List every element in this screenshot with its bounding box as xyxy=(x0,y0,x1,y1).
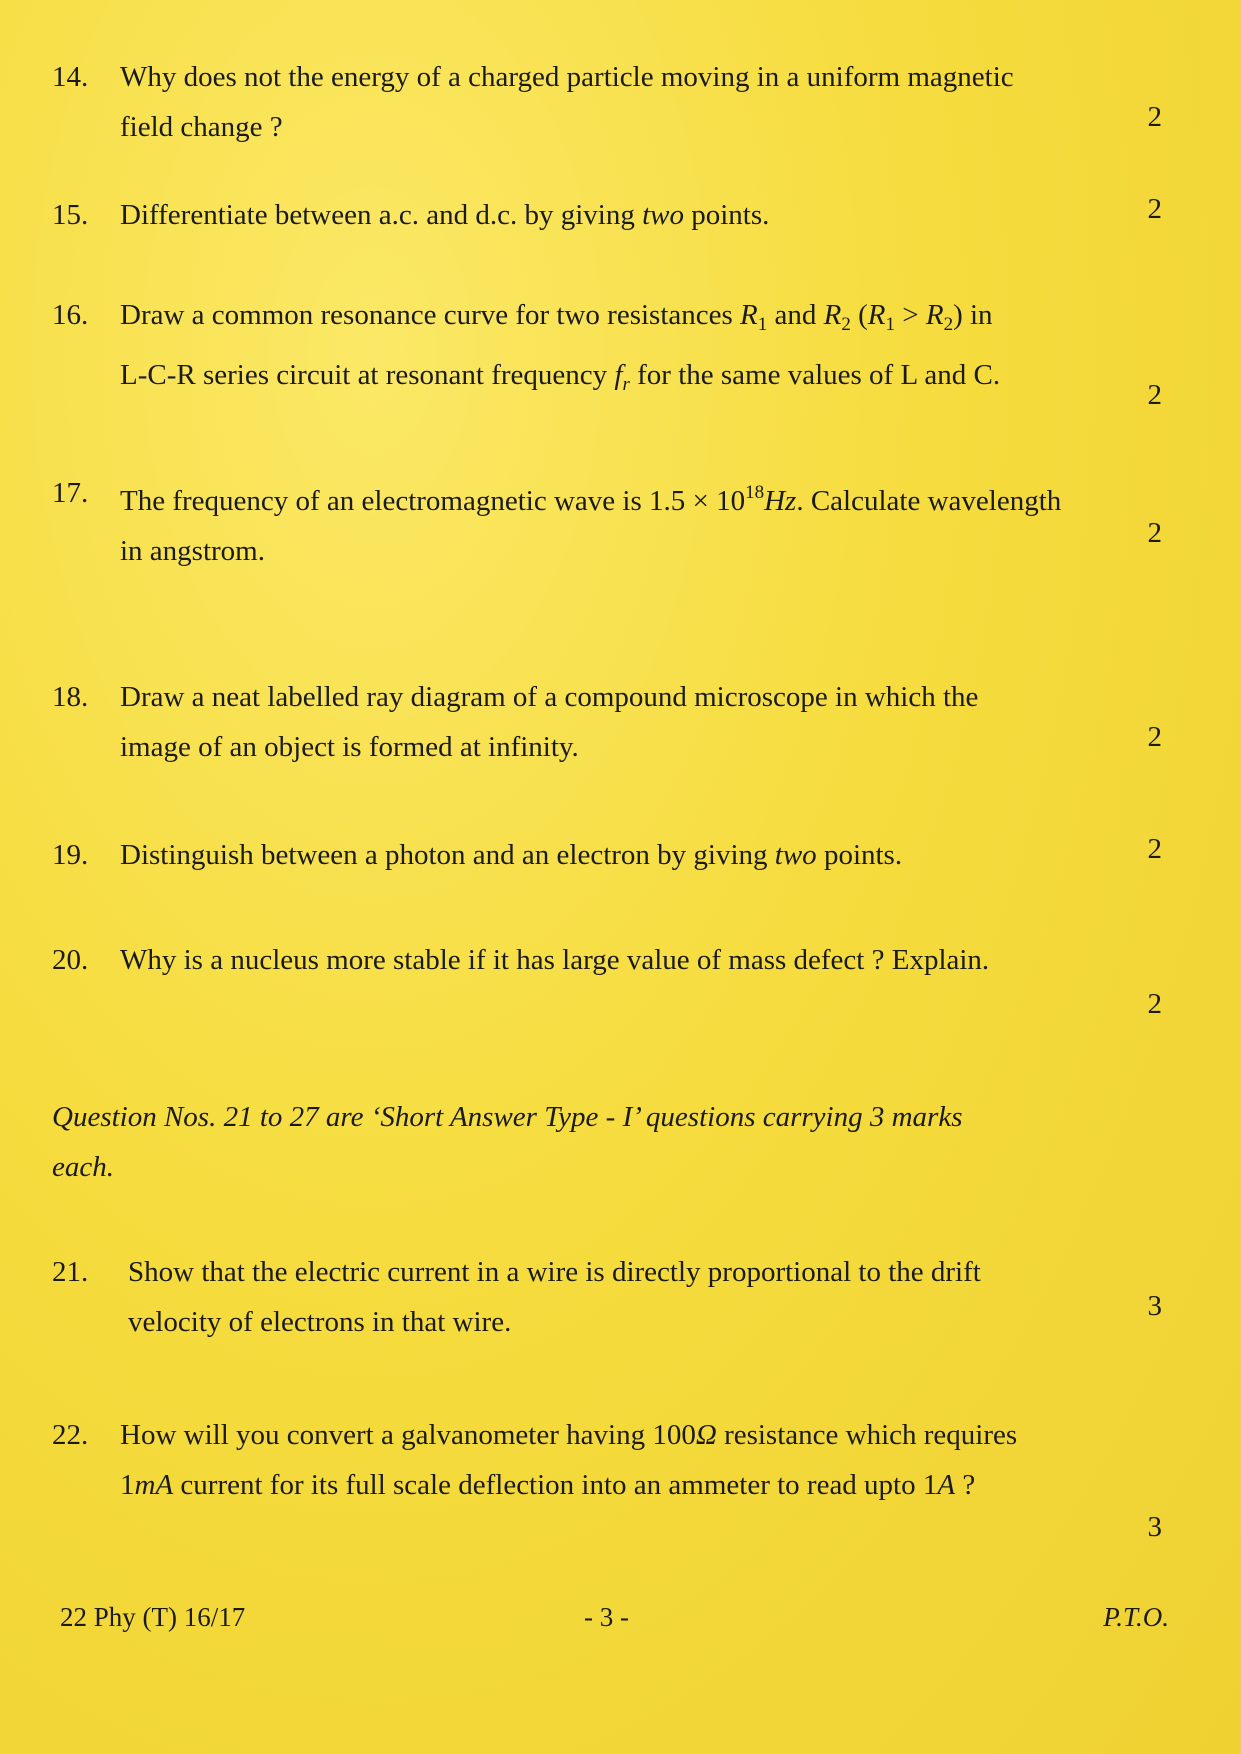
question-number: 18. xyxy=(52,681,89,713)
question-text xyxy=(120,1410,1162,1510)
question-marks: 2 xyxy=(1147,988,1162,1020)
question-number: 22. xyxy=(52,1419,89,1451)
question-line: Draw a neat labelled ray diagram of a compound microscope in which the xyxy=(120,681,979,713)
question-18 xyxy=(52,672,1162,772)
question-text xyxy=(120,672,1162,772)
question-line: Why does not the energy of a charged particle moving in a uniform magnetic xyxy=(120,61,1014,93)
question-number: 16. xyxy=(52,299,89,331)
question-line: Why is a nucleus more stable if it has large value of mass defect ? Explain. xyxy=(120,944,990,976)
question-line: How will you convert a galvanometer having 100Ω resistance which requires xyxy=(120,1419,1018,1451)
question-marks: 2 xyxy=(1147,721,1162,753)
instruction-line: each. xyxy=(52,1151,114,1183)
question-number: 14. xyxy=(52,61,89,93)
question-21 xyxy=(52,1247,1162,1347)
question-20 xyxy=(52,935,1162,1035)
question-number: 21. xyxy=(52,1256,89,1288)
question-line: L-C-R series circuit at resonant frequency $f_r$ for the same values of L and C. xyxy=(120,359,1001,395)
question-15 xyxy=(52,190,1162,240)
page-number: - 3 - xyxy=(584,1602,629,1632)
question-16 xyxy=(52,290,1162,440)
question-text xyxy=(120,190,1162,240)
question-marks: 3 xyxy=(1147,1290,1162,1322)
question-line: field change ? xyxy=(120,111,283,143)
question-number: 19. xyxy=(52,839,89,871)
question-line: Draw a common resonance curve for two resistances $R_1$ and $R_2$ $(R_1 > R_2)$ in xyxy=(120,299,993,335)
question-text xyxy=(120,52,1162,152)
instruction-line: Question Nos. 21 to 27 are ‘Short Answer Type - I’ questions carrying 3 marks xyxy=(52,1101,963,1133)
question-line: image of an object is formed at infinity. xyxy=(120,731,579,763)
pto-label: P.T.O. xyxy=(1103,1602,1169,1632)
question-marks: 2 xyxy=(1147,193,1162,225)
question-line: 1mA current for its full scale deflection into an ammeter to read upto 1A ? xyxy=(120,1469,976,1501)
question-line: in angstrom. xyxy=(120,535,265,567)
question-22 xyxy=(52,1410,1162,1560)
question-text xyxy=(120,830,1162,880)
question-number: 15. xyxy=(52,199,89,231)
question-14 xyxy=(52,52,1162,152)
question-text xyxy=(120,935,1162,985)
question-number: 17. xyxy=(52,477,89,509)
question-line: velocity of electrons in that wire. xyxy=(128,1306,512,1338)
paper-code: 22 Phy (T) 16/17 xyxy=(60,1602,246,1632)
question-line: Show that the electric current in a wire is directly proportional to the drift xyxy=(128,1256,981,1288)
question-marks: 2 xyxy=(1147,833,1162,865)
question-number: 20. xyxy=(52,944,89,976)
question-line: The frequency of an electromagnetic wave is $1.5 \times 10^{18}Hz$. Calculate wavelength xyxy=(120,482,1062,517)
question-text xyxy=(120,468,1162,576)
question-line: Distinguish between a photon and an electron by giving two points. xyxy=(120,839,903,871)
question-marks: 2 xyxy=(1147,379,1162,411)
question-text xyxy=(120,290,1162,410)
question-line: Differentiate between a.c. and d.c. by giving two points. xyxy=(120,199,770,231)
question-text xyxy=(128,1247,1162,1347)
question-17 xyxy=(52,468,1162,568)
section-instruction xyxy=(52,1092,1162,1192)
question-marks: 2 xyxy=(1147,101,1162,133)
question-19 xyxy=(52,830,1162,880)
question-marks: 3 xyxy=(1147,1511,1162,1543)
question-marks: 2 xyxy=(1147,517,1162,549)
